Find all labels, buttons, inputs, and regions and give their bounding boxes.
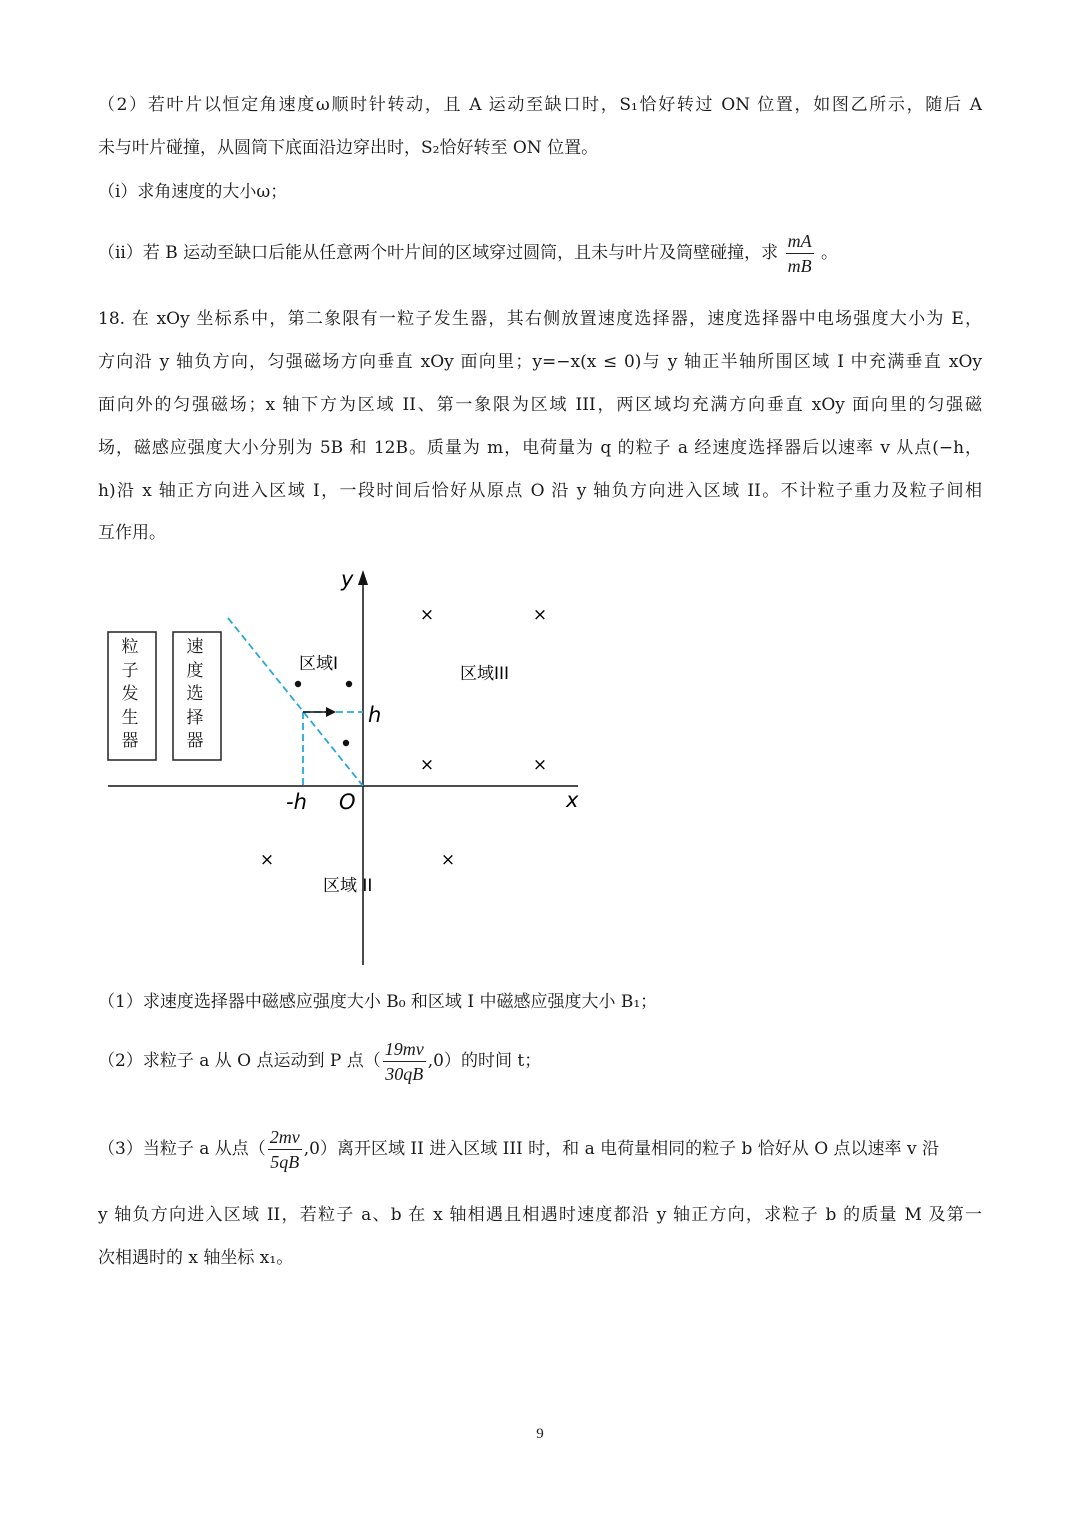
- question-text: （3）当粒子 a 从点（: [98, 1139, 266, 1159]
- question-text: ,0）的时间 t；: [427, 1051, 542, 1071]
- box-char: 择: [186, 707, 204, 728]
- mass-ratio-fraction: [786, 230, 814, 277]
- cross-field-icon: ×: [419, 755, 435, 775]
- dot-field-icon: [346, 681, 352, 687]
- page-number: 9: [536, 1426, 544, 1442]
- q18-text-line: 面向外的匀强磁场；x 轴下方为区域 II、第一象限为区域 III，两区域均充满方向垂直 xOy 面向里的匀强磁: [98, 395, 982, 415]
- sub-question-3-line: 次相遇时的 x 轴坐标 x₁。: [98, 1248, 294, 1268]
- region-3-label: 区域III: [460, 664, 510, 684]
- particle-generator-label: [108, 636, 152, 754]
- velocity-selector-label: [173, 636, 217, 754]
- cross-field-icon: ×: [532, 755, 548, 775]
- sub-question-2: [98, 1036, 982, 1086]
- dot-field-icon: [343, 740, 349, 746]
- sub-question-3-line: y 轴负方向进入区域 II，若粒子 a、b 在 x 轴相遇且相遇时速度都沿 y 轴正方向，求粒子 b 的质量 M 及第一: [98, 1205, 982, 1225]
- fraction-denominator: 30qB: [385, 1064, 424, 1084]
- q18-text-line: 互作用。: [98, 523, 166, 543]
- exit-point-fraction: [268, 1126, 302, 1173]
- q18-text-line: h)沿 x 轴正方向进入区域 I，一段时间后恰好从原点 O 沿 y 轴负方向进入区域 II。不计粒子重力及粒子间相: [98, 481, 982, 501]
- cross-field-icon: ×: [259, 850, 275, 870]
- x-axis-label: x: [566, 788, 579, 812]
- sub-question-3: [98, 1124, 982, 1174]
- neg-h-label: -h: [286, 790, 307, 814]
- q18-text-line: 场，磁感应强度大小分别为 5B 和 12B。质量为 m，电荷量为 q 的粒子 a 经速度选择器后以速率 v 从点(−h，: [98, 438, 982, 458]
- box-char: 粒: [121, 637, 139, 657]
- text-line: [98, 228, 982, 278]
- boundary-line-dashed: [228, 618, 363, 786]
- text-line: （2）若叶片以恒定角速度ω顺时针转动，且 A 运动至缺口时，S₁恰好转过 ON 位置，如图乙所示，随后 A: [98, 95, 982, 115]
- box-char: 选: [186, 684, 204, 704]
- punctuation: 。: [821, 243, 838, 263]
- coordinate-diagram: [100, 560, 600, 970]
- question-text: （2）求粒子 a 从 O 点运动到 P 点（: [98, 1051, 381, 1071]
- region-1-label: 区域I: [299, 654, 339, 674]
- box-char: 发: [121, 684, 139, 704]
- fraction-numerator: mA: [786, 230, 814, 254]
- q18-text-line: 18. 在 xOy 坐标系中，第二象限有一粒子发生器，其右侧放置速度选择器，速度选择器中电场强度大小为 E，: [98, 309, 982, 329]
- point-p-fraction: [383, 1038, 426, 1085]
- fraction-denominator: 5qB: [270, 1152, 300, 1172]
- region-2-label: 区域 II: [323, 876, 373, 896]
- box-char: 器: [186, 731, 204, 751]
- y-axis-arrow-icon: [358, 570, 368, 585]
- fraction-numerator: 2mv: [268, 1126, 302, 1150]
- cross-field-icon: ×: [419, 605, 435, 625]
- y-axis-label: y: [341, 567, 354, 591]
- fraction-numerator: 19mv: [383, 1038, 426, 1062]
- dot-field-icon: [295, 681, 301, 687]
- text-line: 未与叶片碰撞，从圆筒下底面沿边穿出时，S₂恰好转至 ON 位置。: [98, 138, 599, 158]
- question-text: （ii）若 B 运动至缺口后能从任意两个叶片间的区域穿过圆筒，且未与叶片及筒壁碰撞，求: [98, 243, 779, 263]
- cross-field-icon: ×: [440, 850, 456, 870]
- box-char: 子: [121, 660, 139, 681]
- box-char: 器: [121, 731, 139, 751]
- h-label: h: [368, 703, 382, 727]
- q18-text-line: 方向沿 y 轴负方向，匀强磁场方向垂直 xOy 面向里；y=−x(x ≤ 0)与 y 轴正半轴所围区域 I 中充满垂直 xOy: [98, 352, 982, 372]
- fraction-denominator: mB: [787, 256, 812, 276]
- box-char: 度: [186, 660, 204, 681]
- box-char: 生: [121, 707, 139, 728]
- origin-label: O: [339, 790, 356, 814]
- box-char: 速: [186, 637, 204, 657]
- text-line: （i）求角速度的大小ω；: [98, 182, 288, 202]
- cross-field-icon: ×: [532, 605, 548, 625]
- question-text: ,0）离开区域 II 进入区域 III 时，和 a 电荷量相同的粒子 b 恰好从 O 点以速率 v 沿: [303, 1139, 939, 1159]
- sub-question-1: （1）求速度选择器中磁感应强度大小 B₀ 和区域 I 中磁感应强度大小 B₁；: [98, 992, 658, 1012]
